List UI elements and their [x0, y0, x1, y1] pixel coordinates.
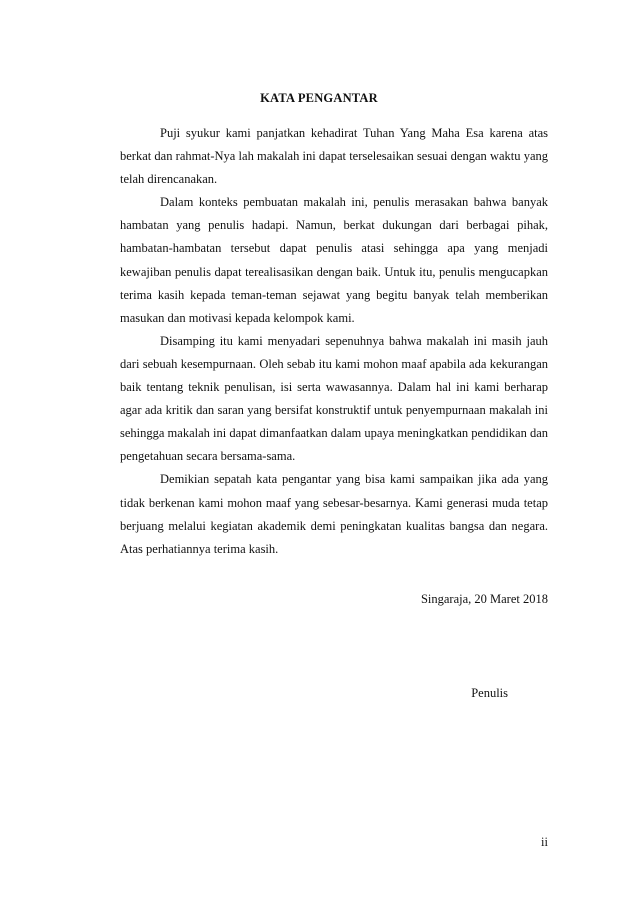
- paragraph-1: Puji syukur kami panjatkan kehadirat Tuhan Yang Maha Esa karena atas berkat dan rahmat-Nya lah makalah ini dapat terselesaikan sesuai dengan waktu yang telah direncanakan.: [120, 126, 548, 187]
- place-date: Singaraja, 20 Maret 2018: [420, 592, 548, 606]
- page-title: KATA PENGANTAR: [260, 91, 378, 105]
- paragraph-2: Dalam konteks pembuatan makalah ini, penulis merasakan bahwa banyak hambatan yang penulis hadapi. Namun, berkat dukungan dari berbagai pihak, hambatan-hambatan tersebut dapat penulis atasi sehingga apa yang menjadi kewajiban penulis dapat terealisasikan dengan baik. Untuk itu, penulis mengucapkan terima kasih kepada teman-teman sejawat yang begitu banyak telah memberikan masukan dan motivasi kepada kelompok kami.: [120, 195, 548, 325]
- page-number: ii: [541, 835, 548, 849]
- paragraph-3: Disamping itu kami menyadari sepenuhnya bahwa makalah ini masih jauh dari sebuah kesempurnaan. Oleh sebab itu kami mohon maaf apabila ada kekurangan baik tentang teknik penulisan, isi serta wawasannya. Dalam hal ini kami berharap agar ada kritik dan saran yang bersifat konstruktif untuk penyempurnaan makalah ini sehingga makalah ini dapat dimanfaatkan dalam upaya meningkatkan pendidikan dan pengetahuan secara bersama-sama.: [120, 333, 548, 464]
- body-text: [120, 122, 548, 561]
- paragraph-4: Demikian sepatah kata pengantar yang bisa kami sampaikan jika ada yang tidak berkenan kami mohon maaf yang sebesar-besarnya. Kami generasi muda tetap berjuang melalui kegiatan akademik demi peningkatan kualitas bangsa dan negara. Atas perhatiannya terima kasih.: [120, 472, 548, 556]
- author-signature: Penulis: [471, 686, 508, 700]
